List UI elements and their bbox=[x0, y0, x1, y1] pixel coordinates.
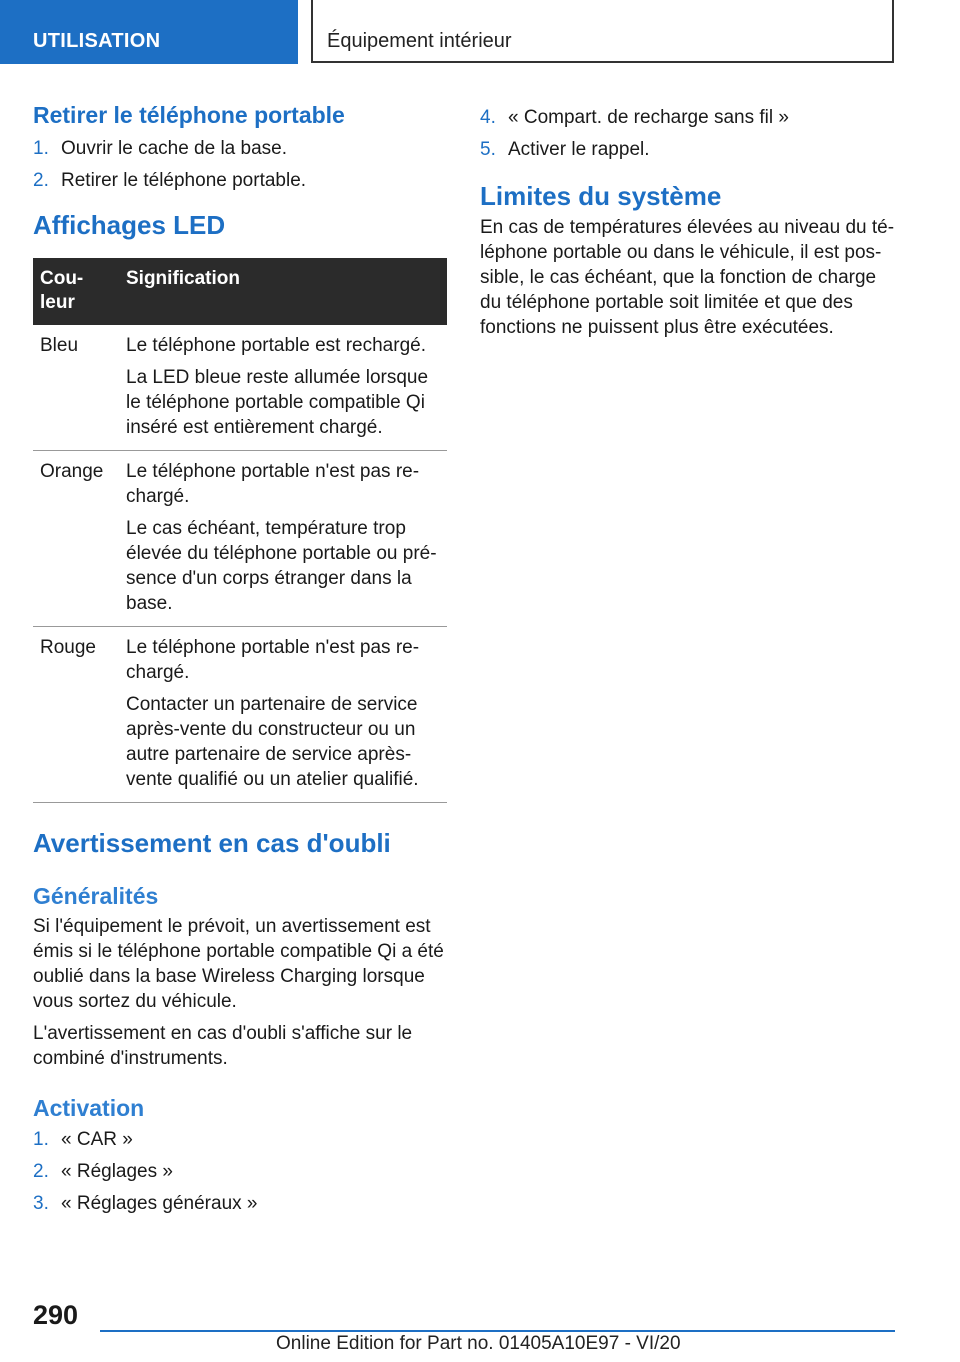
step-number: 2. bbox=[33, 1161, 49, 1182]
table-header-row bbox=[33, 258, 447, 325]
meaning-line: Le téléphone portable n'est pas re-chargé. bbox=[126, 461, 420, 507]
step-number: 4. bbox=[480, 107, 496, 128]
step-text: « Réglages généraux » bbox=[61, 1193, 258, 1214]
led-color: Rouge bbox=[33, 627, 119, 803]
led-meaning bbox=[119, 627, 447, 803]
list-item bbox=[33, 1127, 447, 1152]
left-column bbox=[33, 98, 447, 1223]
step-number: 5. bbox=[480, 139, 496, 160]
table-row bbox=[33, 627, 447, 803]
remove-steps bbox=[33, 136, 447, 193]
led-table bbox=[33, 258, 447, 803]
led-meaning bbox=[119, 451, 447, 627]
table-row bbox=[33, 325, 447, 451]
header-section-label: UTILISATION bbox=[33, 30, 161, 52]
column-header-color: Cou- leur bbox=[33, 258, 119, 325]
header-chapter-label: Équipement intérieur bbox=[327, 30, 512, 52]
meaning-line: Le téléphone portable est rechargé. bbox=[126, 335, 426, 356]
led-heading: Affichages LED bbox=[33, 210, 226, 240]
step-number: 1. bbox=[33, 138, 49, 159]
right-column bbox=[480, 105, 895, 340]
list-item bbox=[33, 1159, 447, 1184]
step-number: 2. bbox=[33, 170, 49, 191]
meaning-line: Le téléphone portable n'est pas re-chargé. bbox=[126, 637, 420, 683]
list-item bbox=[33, 136, 447, 161]
system-limits-paragraph: En cas de températures élevées au niveau du té-léphone portable ou dans le véhicule, il est pos-sible, le cas échéant, que la fonction de charge du téléphone portable soit limitée et que des fonctions ne puissent plus être exécutées. bbox=[480, 217, 895, 338]
edition-note: Online Edition for Part no. 01405A10E97 - VI/20 bbox=[276, 1333, 681, 1354]
remove-phone-heading: Retirer le téléphone portable bbox=[33, 102, 345, 128]
meaning-line: La LED bleue reste allumée lorsque le téléphone portable compatible Qi inséré est entièrement chargé. bbox=[126, 367, 429, 438]
step-text: Retirer le téléphone portable. bbox=[61, 170, 307, 191]
step-number: 1. bbox=[33, 1129, 49, 1150]
led-meaning bbox=[119, 325, 447, 451]
footer-divider bbox=[100, 1330, 895, 1332]
step-text: « Réglages » bbox=[61, 1161, 173, 1182]
led-color: Bleu bbox=[33, 325, 119, 451]
step-text: « CAR » bbox=[61, 1129, 133, 1150]
list-item bbox=[480, 105, 895, 130]
list-item bbox=[33, 1191, 447, 1216]
table-row bbox=[33, 451, 447, 627]
activation-steps bbox=[33, 1127, 447, 1216]
activation-heading: Activation bbox=[33, 1095, 145, 1121]
list-item bbox=[33, 168, 447, 193]
page-number: 290 bbox=[33, 1300, 79, 1330]
general-heading: Généralités bbox=[33, 883, 159, 909]
meaning-line: Le cas échéant, température trop élevée du téléphone portable ou pré-sence d'un corps étranger dans la base. bbox=[126, 518, 437, 614]
system-limits-heading: Limites du système bbox=[480, 181, 722, 211]
activation-steps-continued bbox=[480, 105, 895, 162]
forget-warning-heading: Avertissement en cas d'oubli bbox=[33, 828, 391, 858]
header-section bbox=[0, 0, 298, 64]
step-text: Activer le rappel. bbox=[508, 139, 650, 160]
header-chapter bbox=[311, 0, 894, 63]
meaning-line: Contacter un partenaire de service après-vente du constructeur ou un autre partenaire de service après-vente qualifié ou un atelier qualifié. bbox=[126, 694, 419, 790]
list-item bbox=[480, 137, 895, 162]
led-color: Orange bbox=[33, 451, 119, 627]
step-text: Ouvrir le cache de la base. bbox=[61, 138, 288, 159]
step-number: 3. bbox=[33, 1193, 49, 1214]
step-text: « Compart. de recharge sans fil » bbox=[508, 107, 789, 128]
general-paragraph-2: L'avertissement en cas d'oubli s'affiche sur le combiné d'instruments. bbox=[33, 1023, 413, 1069]
general-paragraph-1: Si l'équipement le prévoit, un avertissement est émis si le téléphone portable compatible Qi a été oublié dans la base Wireless Charging lorsque vous sortez du véhicule. bbox=[33, 916, 444, 1012]
column-header-meaning: Signification bbox=[119, 258, 447, 325]
